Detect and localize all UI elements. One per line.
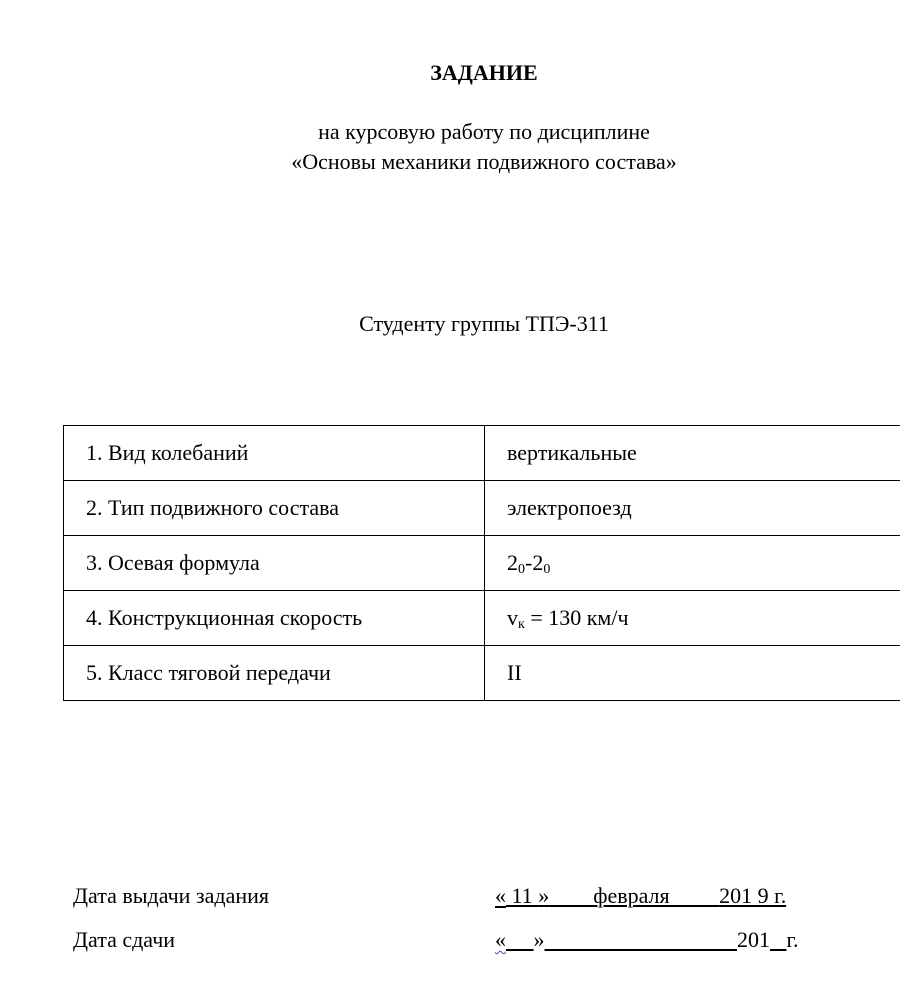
speed-subscript: к bbox=[518, 617, 525, 632]
subtitle-line-2: «Основы механики подвижного состава» bbox=[291, 149, 677, 174]
issue-date-row bbox=[73, 883, 873, 913]
document-subtitle bbox=[0, 117, 900, 177]
student-group-line: Студенту группы ТПЭ-311 bbox=[359, 311, 609, 336]
due-month-blank bbox=[545, 927, 738, 952]
issue-day: 11 bbox=[506, 883, 539, 908]
axle-subscript: 0 bbox=[518, 562, 525, 577]
axle-digit: -2 bbox=[525, 550, 544, 575]
param-value-speed bbox=[485, 591, 900, 646]
issue-month: февраля bbox=[549, 883, 720, 908]
issue-date-value bbox=[495, 883, 786, 909]
due-date-label: Дата сдачи bbox=[73, 927, 176, 952]
issue-open-quote: « bbox=[495, 883, 506, 908]
table-row bbox=[64, 646, 900, 701]
issue-close-quote: » bbox=[538, 883, 550, 908]
due-date-row bbox=[73, 927, 873, 957]
param-label: 4. Конструкционная скорость bbox=[64, 591, 485, 646]
subtitle-line-1: на курсовую работу по дисциплине bbox=[318, 119, 650, 144]
table-row bbox=[64, 426, 900, 481]
due-year-prefix: 201 bbox=[737, 927, 770, 952]
table-row bbox=[64, 481, 900, 536]
param-value: II bbox=[485, 646, 900, 701]
param-value-axle-formula bbox=[485, 536, 900, 591]
speed-symbol: v bbox=[507, 605, 518, 630]
param-label: 1. Вид колебаний bbox=[64, 426, 485, 481]
due-close-quote: » bbox=[533, 927, 545, 952]
due-day-blank bbox=[506, 927, 534, 952]
table-row bbox=[64, 536, 900, 591]
speed-value: = 130 км/ч bbox=[524, 605, 629, 630]
param-label: 2. Тип подвижного состава bbox=[64, 481, 485, 536]
issue-year: 201 9 г. bbox=[719, 883, 787, 908]
issue-date-label: Дата выдачи задания bbox=[73, 883, 270, 908]
param-value: вертикальные bbox=[485, 426, 900, 481]
axle-subscript: 0 bbox=[543, 562, 551, 577]
table-row bbox=[64, 591, 900, 646]
due-open-quote: « bbox=[495, 927, 506, 952]
param-value: электропоезд bbox=[485, 481, 900, 536]
document-title: ЗАДАНИЕ bbox=[430, 60, 538, 85]
parameters-table bbox=[63, 425, 900, 701]
param-label: 3. Осевая формула bbox=[64, 536, 485, 591]
param-label: 5. Класс тяговой передачи bbox=[64, 646, 485, 701]
axle-digit: 2 bbox=[507, 550, 518, 575]
due-year-blank bbox=[770, 927, 787, 952]
due-date-value bbox=[495, 927, 799, 953]
due-year-suffix: г. bbox=[786, 927, 799, 952]
